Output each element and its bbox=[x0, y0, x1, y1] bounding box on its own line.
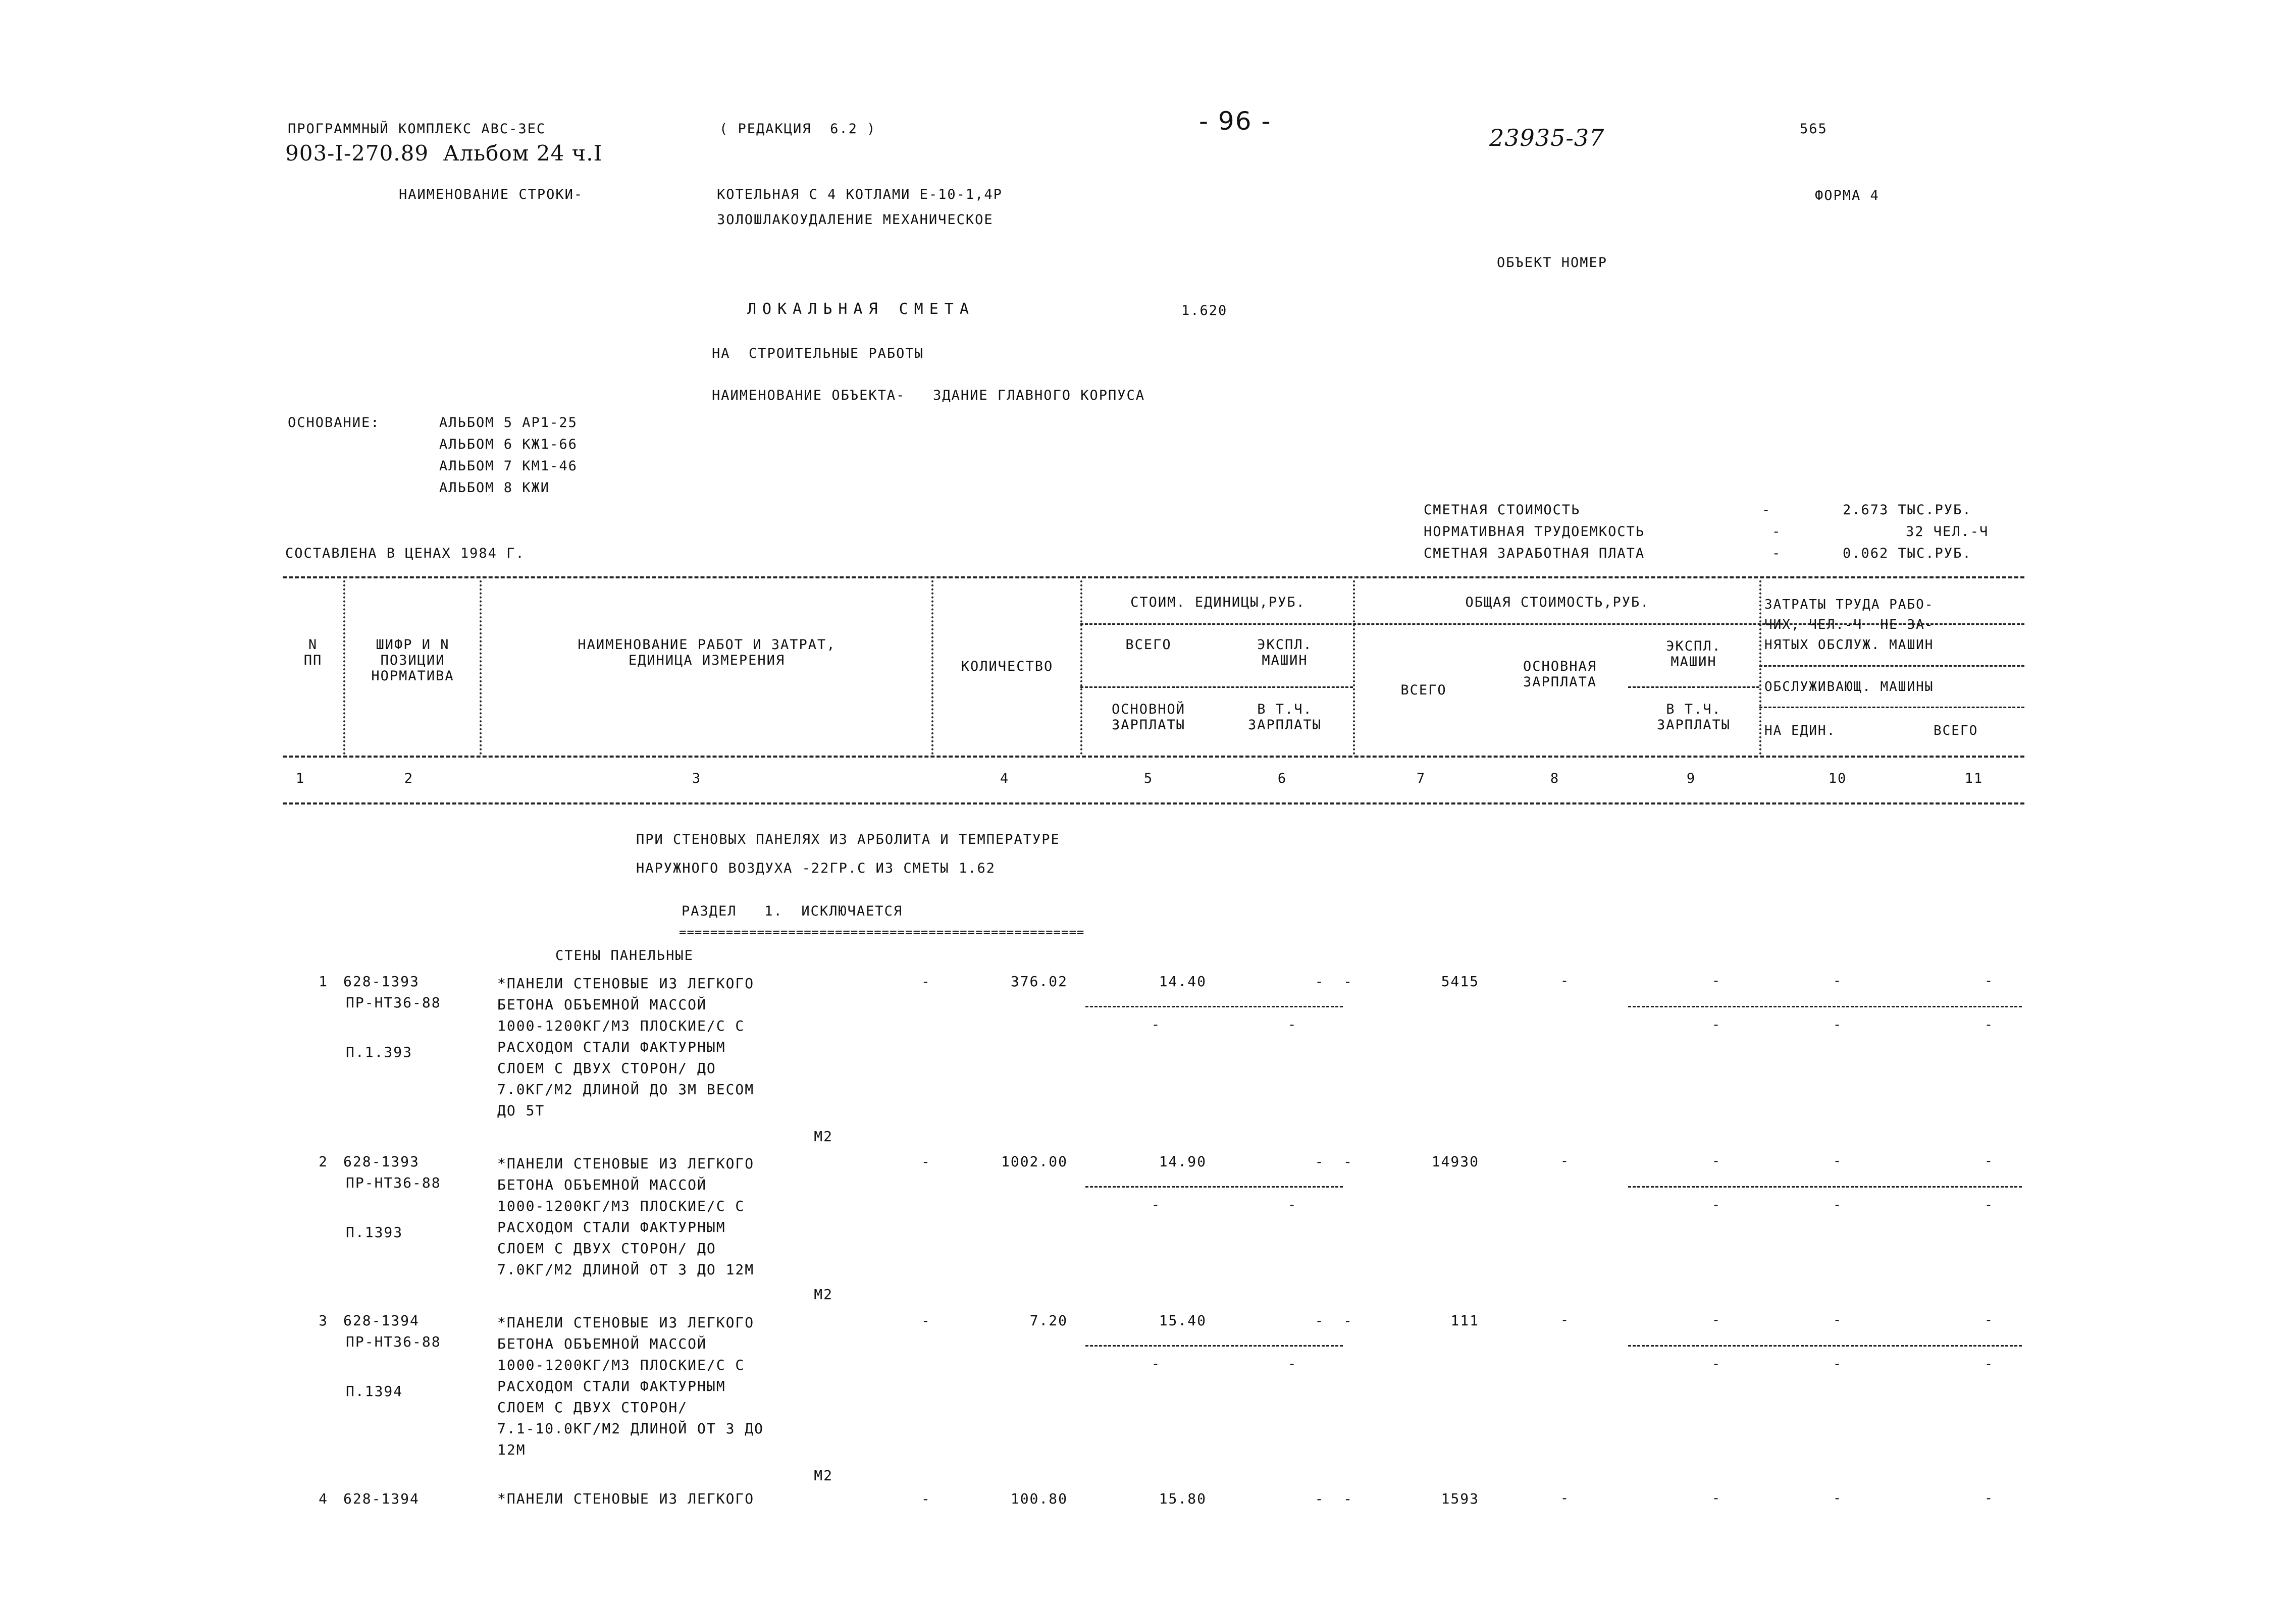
header-labor-all: ВСЕГО bbox=[1934, 723, 1978, 738]
row-code: 628-1393 bbox=[343, 973, 420, 990]
totals-value: 2.673 ТЫС.РУБ. bbox=[1843, 502, 1972, 518]
header-total-cost: ОБЩАЯ СТОИМОСТЬ,РУБ. bbox=[1465, 595, 1650, 610]
totals-value: 32 ЧЕЛ.-Ч bbox=[1906, 524, 1989, 540]
row-c9: - bbox=[1711, 973, 1721, 989]
row-c10: - bbox=[1833, 973, 1843, 989]
col-number: 1 bbox=[295, 771, 305, 786]
basis-item: АЛЬБОМ 5 АР1-25 bbox=[439, 415, 578, 431]
header-col-name: НАИМЕНОВАНИЕ РАБОТ И ЗАТРАТ, ЕДИНИЦА ИЗМЕРЕНИЯ bbox=[578, 637, 836, 668]
line-name-2: ЗОЛОШЛАКОУДАЛЕНИЕ МЕХАНИЧЕСКОЕ bbox=[717, 212, 994, 228]
header-sub-rule bbox=[1628, 686, 1759, 688]
row-c10: - bbox=[1833, 1153, 1843, 1169]
row-number: 4 bbox=[319, 1490, 328, 1507]
totals-label: СМЕТНАЯ СТОИМОСТЬ bbox=[1424, 502, 1581, 518]
row-sub: - bbox=[1833, 1197, 1843, 1213]
header-unit-incl-wage: В Т.Ч. ЗАРПЛАТЫ bbox=[1247, 702, 1322, 733]
prices-note: СОСТАВЛЕНА В ЦЕНАХ 1984 Г. bbox=[285, 546, 525, 561]
row-sub: - bbox=[1287, 1197, 1297, 1213]
header-col-qty: КОЛИЧЕСТВО bbox=[961, 659, 1054, 674]
row-base: - bbox=[1560, 973, 1570, 989]
row-sub: - bbox=[1833, 1356, 1843, 1372]
row-number: 1 bbox=[319, 973, 328, 990]
program-name: ПРОГРАММНЫЙ КОМПЛЕКС АВС-3ЕС bbox=[288, 121, 546, 137]
row-sub-rule bbox=[1628, 1006, 2022, 1007]
row-code: ПР-НТ36-88 bbox=[346, 1333, 441, 1350]
row-code: 628-1393 bbox=[343, 1153, 420, 1170]
header-unit-cost: СТОИМ. ЕДИНИЦЫ,РУБ. bbox=[1130, 595, 1306, 610]
basis-item: АЛЬБОМ 8 КЖИ bbox=[439, 480, 550, 496]
row-expl: - - bbox=[1315, 1312, 1353, 1329]
totals-dash: - bbox=[1772, 546, 1782, 561]
row-unit: М2 bbox=[814, 1286, 833, 1303]
col-divider bbox=[1080, 580, 1082, 755]
row-unit-cost: 15.80 bbox=[1159, 1490, 1207, 1507]
handwritten-number: 23935-37 bbox=[1489, 124, 1605, 151]
col-number: 6 bbox=[1277, 771, 1287, 786]
album-label: 903-I-270.89 Альбом 24 ч.I bbox=[285, 141, 603, 166]
header-unit-all: ВСЕГО bbox=[1125, 637, 1172, 653]
row-number: 2 bbox=[319, 1153, 328, 1170]
row-code: ПР-НТ36-88 bbox=[346, 1174, 441, 1191]
row-code: П.1393 bbox=[346, 1224, 403, 1241]
object-name: НАИМЕНОВАНИЕ ОБЪЕКТА- ЗДАНИЕ ГЛАВНОГО КОРПУСА bbox=[712, 388, 1145, 403]
section-rule: ==================================================== bbox=[679, 925, 1085, 939]
row-total: 111 bbox=[1450, 1312, 1479, 1329]
row-c10: - bbox=[1833, 1312, 1843, 1328]
row-sub: - bbox=[1984, 1017, 1994, 1033]
work-type: НА СТРОИТЕЛЬНЫЕ РАБОТЫ bbox=[712, 346, 924, 361]
row-description: *ПАНЕЛИ СТЕНОВЫЕ ИЗ ЛЕГКОГО БЕТОНА ОБЪЕМНОЙ МАССОЙ 1000-1200КГ/М3 ПЛОСКИЕ/С С РАСХОДОМ СТАЛИ ФАКТУРНЫМ СЛОЕМ С ДВУХ СТОРОН/ ДО 7.0КГ/М2 ДЛИНОЙ ДО 3М ВЕСОМ ДО 5Т bbox=[497, 975, 755, 1119]
header-sub-rule bbox=[1759, 707, 2024, 708]
section-title: РАЗДЕЛ 1. ИСКЛЮЧАЕТСЯ bbox=[682, 903, 903, 919]
header-col-code: ШИФР И N ПОЗИЦИИ НОРМАТИВА bbox=[371, 637, 454, 684]
row-sub: - bbox=[1287, 1356, 1297, 1372]
intro-line: ПРИ СТЕНОВЫХ ПАНЕЛЯХ ИЗ АРБОЛИТА И ТЕМПЕРАТУРЕ bbox=[636, 832, 1060, 847]
row-sub: - bbox=[1287, 1017, 1297, 1033]
basis-item: АЛЬБОМ 6 КЖ1-66 bbox=[439, 437, 578, 452]
header-col-num: N ПП bbox=[303, 637, 323, 668]
row-sub: - bbox=[1151, 1197, 1161, 1213]
totals-label: СМЕТНАЯ ЗАРАБОТНАЯ ПЛАТА bbox=[1424, 546, 1645, 561]
basis-item: АЛЬБОМ 7 КМ1-46 bbox=[439, 458, 578, 474]
row-dash: - bbox=[921, 1490, 931, 1507]
row-description: *ПАНЕЛИ СТЕНОВЫЕ ИЗ ЛЕГКОГО БЕТОНА ОБЪЕМНОЙ МАССОЙ 1000-1200КГ/М3 ПЛОСКИЕ/С С РАСХОДОМ СТАЛИ ФАКТУРНЫМ СЛОЕМ С ДВУХ СТОРОН/ 7.1-10.0КГ/М2 ДЛИНОЙ ОТ 3 ДО 12М bbox=[497, 1314, 764, 1458]
row-sub-rule bbox=[1085, 1186, 1343, 1188]
estimate-title: ЛОКАЛЬНАЯ СМЕТА bbox=[747, 300, 975, 318]
row-sub-rule bbox=[1085, 1006, 1343, 1007]
header-total-expl: ЭКСПЛ. МАШИН bbox=[1666, 638, 1721, 670]
col-number: 9 bbox=[1686, 771, 1696, 786]
header-sub-rule bbox=[1080, 686, 1353, 688]
row-base: - bbox=[1560, 1153, 1570, 1169]
row-c11: - bbox=[1984, 1490, 1994, 1506]
row-base: - bbox=[1560, 1312, 1570, 1328]
line-name-label: НАИМЕНОВАНИЕ СТРОКИ- bbox=[399, 187, 584, 202]
row-expl: - - bbox=[1315, 1490, 1353, 1507]
col-divider bbox=[480, 580, 482, 755]
row-c9: - bbox=[1711, 1312, 1721, 1328]
row-unit-cost: 15.40 bbox=[1159, 1312, 1207, 1329]
row-expl: - - bbox=[1315, 1153, 1353, 1170]
basis-label: ОСНОВАНИЕ: bbox=[288, 415, 380, 431]
table-numbers-bottom-rule bbox=[283, 802, 2024, 804]
intro-line: НАРУЖНОГО ВОЗДУХА -22ГР.С ИЗ СМЕТЫ 1.62 bbox=[636, 861, 996, 876]
row-sub-rule bbox=[1085, 1345, 1343, 1347]
row-dash: - bbox=[921, 973, 931, 990]
col-number: 10 bbox=[1828, 771, 1847, 786]
header-unit-expl: ЭКСПЛ. МАШИН bbox=[1257, 637, 1313, 668]
form-label: ФОРМА 4 bbox=[1815, 188, 1880, 203]
row-sub: - bbox=[1711, 1356, 1721, 1372]
row-dash: - bbox=[921, 1153, 931, 1170]
row-quantity: 376.02 bbox=[1010, 973, 1068, 990]
row-unit-cost: 14.40 bbox=[1159, 973, 1207, 990]
col-number: 4 bbox=[1000, 771, 1010, 786]
row-number: 3 bbox=[319, 1312, 328, 1329]
row-sub: - bbox=[1711, 1197, 1721, 1213]
page-number: - 96 - bbox=[1199, 106, 1272, 136]
row-description: *ПАНЕЛИ СТЕНОВЫЕ ИЗ ЛЕГКОГО bbox=[497, 1490, 755, 1507]
row-total: 5415 bbox=[1441, 973, 1479, 990]
row-sub-rule bbox=[1628, 1186, 2022, 1188]
row-code: П.1394 bbox=[346, 1383, 403, 1400]
row-code: ПР-НТ36-88 bbox=[346, 994, 441, 1011]
totals-dash: - bbox=[1762, 502, 1771, 518]
col-divider bbox=[1353, 580, 1355, 755]
row-c11: - bbox=[1984, 1153, 1994, 1169]
col-number: 3 bbox=[692, 771, 702, 786]
row-unit-cost: 14.90 bbox=[1159, 1153, 1207, 1170]
totals-dash: - bbox=[1772, 524, 1782, 540]
row-unit: М2 bbox=[814, 1467, 833, 1484]
row-code: П.1.393 bbox=[346, 1044, 413, 1060]
row-description: *ПАНЕЛИ СТЕНОВЫЕ ИЗ ЛЕГКОГО БЕТОНА ОБЪЕМНОЙ МАССОЙ 1000-1200КГ/М3 ПЛОСКИЕ/С С РАСХОДОМ СТАЛИ ФАКТУРНЫМ СЛОЕМ С ДВУХ СТОРОН/ ДО 7.0КГ/М2 ДЛИНОЙ ОТ 3 ДО 12М bbox=[497, 1155, 755, 1278]
row-sub: - bbox=[1984, 1197, 1994, 1213]
row-code: 628-1394 bbox=[343, 1490, 420, 1507]
object-number: ОБЪЕКТ НОМЕР bbox=[1497, 255, 1608, 271]
row-sub-rule bbox=[1628, 1345, 2022, 1347]
table-top-rule bbox=[283, 576, 2024, 578]
row-total: 14930 bbox=[1431, 1153, 1479, 1170]
header-total-base: ОСНОВНАЯ ЗАРПЛАТА bbox=[1523, 659, 1597, 690]
line-name-1: КОТЕЛЬНАЯ С 4 КОТЛАМИ Е-10-1,4Р bbox=[717, 187, 1003, 202]
row-total: 1593 bbox=[1441, 1490, 1479, 1507]
edition: ( РЕДАКЦИЯ 6.2 ) bbox=[719, 121, 876, 137]
col-number: 2 bbox=[404, 771, 414, 786]
row-sub: - bbox=[1984, 1356, 1994, 1372]
header-serving: ОБСЛУЖИВАЮЩ. МАШИНЫ bbox=[1764, 679, 1934, 694]
row-sub: - bbox=[1151, 1017, 1161, 1033]
sheet-number: 565 bbox=[1800, 121, 1828, 137]
row-base: - bbox=[1560, 1490, 1570, 1506]
header-per-unit: НА ЕДИН. bbox=[1764, 723, 1836, 738]
header-total-all: ВСЕГО bbox=[1400, 682, 1447, 698]
totals-value: 0.062 ТЫС.РУБ. bbox=[1843, 546, 1972, 561]
col-divider bbox=[1759, 580, 1761, 755]
col-divider bbox=[931, 580, 933, 755]
row-sub: - bbox=[1833, 1017, 1843, 1033]
header-total-incl: В Т.Ч. ЗАРПЛАТЫ bbox=[1656, 702, 1731, 733]
row-quantity: 1002.00 bbox=[1001, 1153, 1068, 1170]
col-divider bbox=[343, 580, 345, 755]
header-sub-rule bbox=[1759, 665, 2024, 667]
row-sub: - bbox=[1151, 1356, 1161, 1372]
row-expl: - - bbox=[1315, 973, 1353, 990]
row-c9: - bbox=[1711, 1490, 1721, 1506]
col-number: 8 bbox=[1550, 771, 1560, 786]
col-number: 7 bbox=[1416, 771, 1426, 786]
estimate-number: 1.620 bbox=[1181, 303, 1228, 318]
row-quantity: 7.20 bbox=[1029, 1312, 1068, 1329]
group-title: СТЕНЫ ПАНЕЛЬНЫЕ bbox=[555, 948, 694, 963]
row-c9: - bbox=[1711, 1153, 1721, 1169]
row-quantity: 100.80 bbox=[1010, 1490, 1068, 1507]
row-dash: - bbox=[921, 1312, 931, 1329]
table-numbers-top-rule bbox=[283, 756, 2024, 758]
totals-label: НОРМАТИВНАЯ ТРУДОЕМКОСТЬ bbox=[1424, 524, 1645, 540]
header-labor: ЗАТРАТЫ ТРУДА РАБО- ЧИХ, ЧЕЛ.-Ч НЕ ЗА- НЯТЫХ ОБСЛУЖ. МАШИН bbox=[1764, 597, 1934, 653]
row-c11: - bbox=[1984, 973, 1994, 989]
row-code: 628-1394 bbox=[343, 1312, 420, 1329]
row-c11: - bbox=[1984, 1312, 1994, 1328]
row-unit: М2 bbox=[814, 1128, 833, 1145]
col-number: 5 bbox=[1143, 771, 1154, 786]
row-sub: - bbox=[1711, 1017, 1721, 1033]
row-c10: - bbox=[1833, 1490, 1843, 1506]
col-number: 11 bbox=[1964, 771, 1984, 786]
header-unit-base-wage: ОСНОВНОЙ ЗАРПЛАТЫ bbox=[1111, 702, 1186, 733]
